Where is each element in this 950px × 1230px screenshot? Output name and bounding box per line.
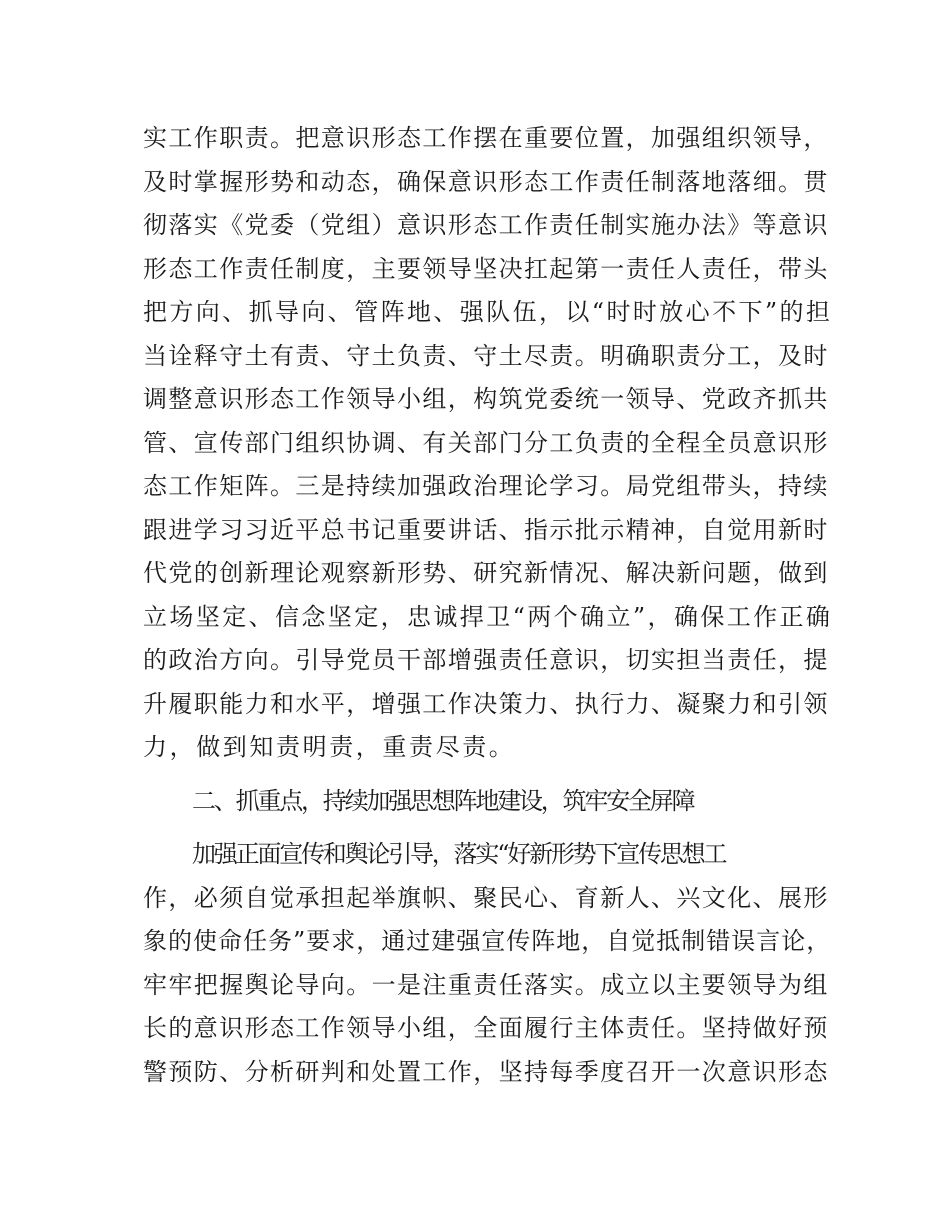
paragraph-line: 长的意识形态工作领导小组，全面履行主体责任。坚持做好预 [143, 1014, 829, 1042]
paragraph-line: 管、宣传部门组织协调、有关部门分工负责的全程全员意识形 [143, 429, 829, 457]
paragraph-line: 实工作职责。把意识形态工作摆在重要位置，加强组织领导， [143, 124, 829, 152]
paragraph-line: 牢牢把握舆论导向。一是注重责任落实。成立以主要领导为组 [143, 971, 829, 999]
paragraph-line: 作，必须自觉承担起举旗帜、聚民心、育新人、兴文化、展形 [143, 884, 829, 912]
paragraph-line: 象的使命任务”要求，通过建强宣传阵地，自觉抵制错误言论， [143, 927, 832, 955]
paragraph-line: 把方向、抓导向、管阵地、强队伍，以“时时放心不下”的担 [143, 298, 833, 326]
paragraph-line: 及时掌握形势和动态，确保意识形态工作责任制落地落细。贯 [143, 168, 829, 196]
paragraph-line: 警预防、分析研判和处置工作，坚持每季度召开一次意识形态 [143, 1058, 829, 1086]
paragraph-line: 的政治方向。引导党员干部增强责任意识，切实担当责任，提 [143, 646, 829, 674]
paragraph-line: 加强正面宣传和舆论引导，落实“好新形势下宣传思想工 [192, 840, 726, 868]
section-heading: 二、抓重点，持续加强思想阵地建设，筑牢安全屏障 [192, 787, 694, 815]
paragraph-line: 力，做到知责明责，重责尽责。 [143, 733, 516, 761]
paragraph-line: 代党的创新理论观察新形势、研究新情况、解决新问题，做到 [143, 559, 829, 587]
paragraph-line: 跟进学习习近平总书记重要讲话、指示批示精神，自觉用新时 [143, 516, 829, 544]
paragraph-line: 当诠释守土有责、守土负责、守土尽责。明确职责分工，及时 [143, 342, 829, 370]
paragraph-line: 彻落实《党委（党组）意识形态工作责任制实施办法》等意识 [143, 211, 829, 239]
paragraph-line: 态工作矩阵。三是持续加强政治理论学习。局党组带头，持续 [143, 472, 829, 500]
paragraph-line: 形态工作责任制度，主要领导坚决扛起第一责任人责任，带头 [143, 255, 829, 283]
paragraph-line: 立场坚定、信念坚定，忠诚捍卫“两个确立”，确保工作正确 [143, 603, 833, 631]
paragraph-line: 升履职能力和水平，增强工作决策力、执行力、凝聚力和引领 [143, 690, 829, 718]
paragraph-line: 调整意识形态工作领导小组，构筑党委统一领导、党政齐抓共 [143, 385, 829, 413]
